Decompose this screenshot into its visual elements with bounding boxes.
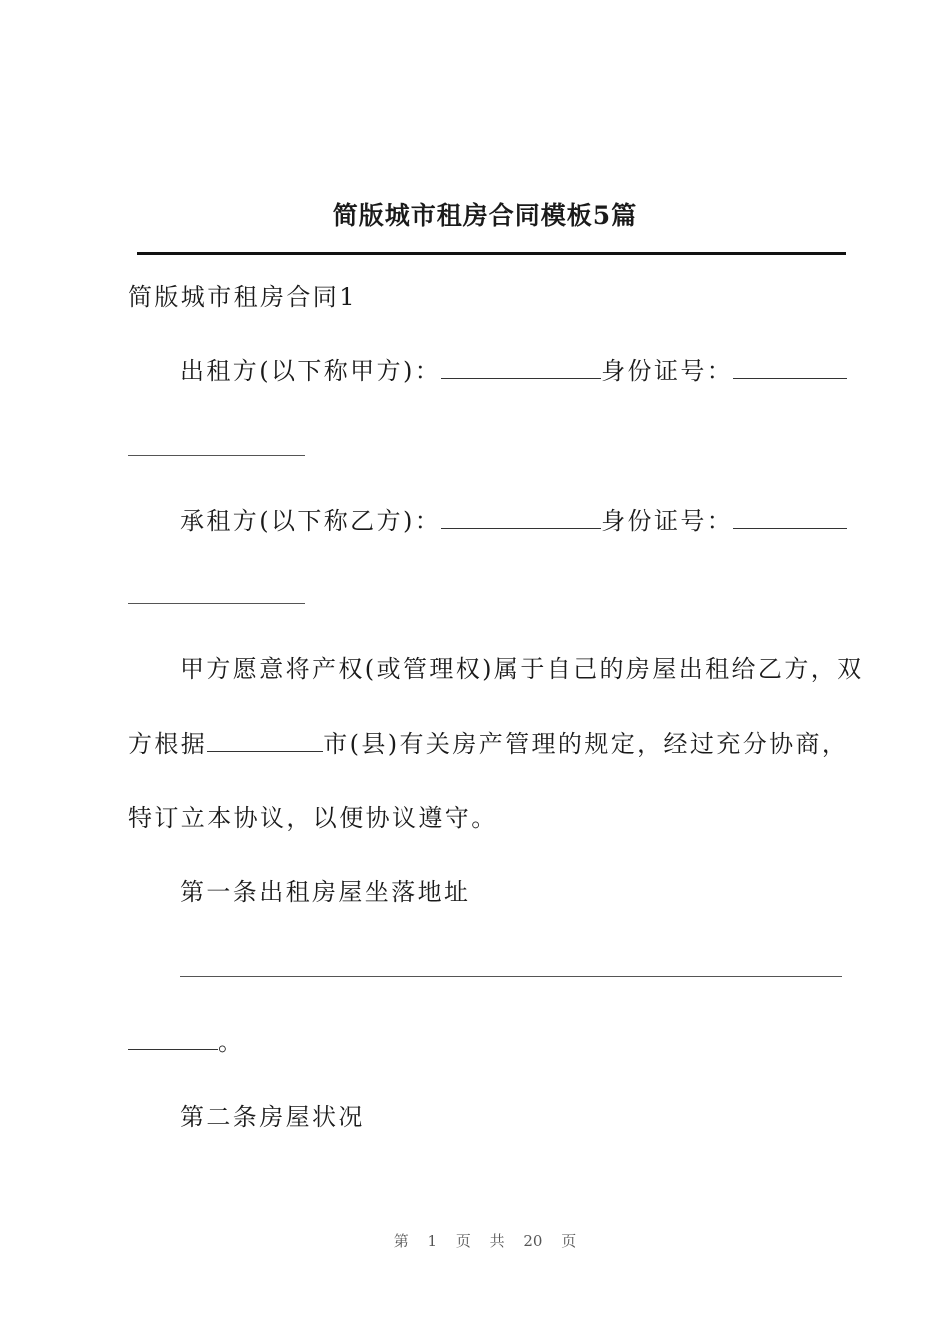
- lessor-id-blank: [733, 356, 847, 379]
- address-blank-continued: [128, 1027, 218, 1050]
- lessor-name-blank: [441, 356, 601, 379]
- article-1-heading: 第一条出租房屋坐落地址: [180, 878, 471, 906]
- lessee-line: [180, 504, 847, 538]
- article-2-heading: 第二条房屋状况: [180, 1103, 365, 1131]
- lessee-label: 承租方(以下称乙方)：: [180, 507, 442, 535]
- lessor-line: [180, 354, 847, 388]
- paragraph-1-line-3: 特订立本协议，以便协议遵守。: [128, 804, 498, 832]
- lessor-id-blank-continued: [128, 455, 305, 456]
- section-heading: 简版城市租房合同1: [128, 283, 357, 311]
- paragraph-1-line-2-end: 市(县)有关房产管理的规定，经过充分协商，: [323, 730, 849, 758]
- city-blank: [207, 729, 323, 752]
- lessee-name-blank: [441, 506, 601, 529]
- page-number-footer: 第 1 页 共 20 页: [393, 1232, 577, 1250]
- address-blank: [180, 976, 842, 977]
- address-blank-end-line: [128, 1025, 244, 1059]
- title-divider: [137, 252, 846, 255]
- lessee-id-label: 身份证号：: [601, 507, 734, 535]
- paragraph-1-line-2-start: 方根据: [128, 730, 208, 758]
- paragraph-1-line-2: [128, 727, 848, 761]
- lessor-id-label: 身份证号：: [601, 357, 734, 385]
- lessee-id-blank: [733, 506, 847, 529]
- document-title: 简版城市租房合同模板5篇: [332, 201, 638, 230]
- lessee-id-blank-continued: [128, 603, 305, 604]
- address-end-punctuation: 。: [218, 1028, 245, 1056]
- paragraph-1-line-1: 甲方愿意将产权(或管理权)属于自己的房屋出租给乙方，双: [180, 655, 864, 683]
- lessor-label: 出租方(以下称甲方)：: [180, 357, 442, 385]
